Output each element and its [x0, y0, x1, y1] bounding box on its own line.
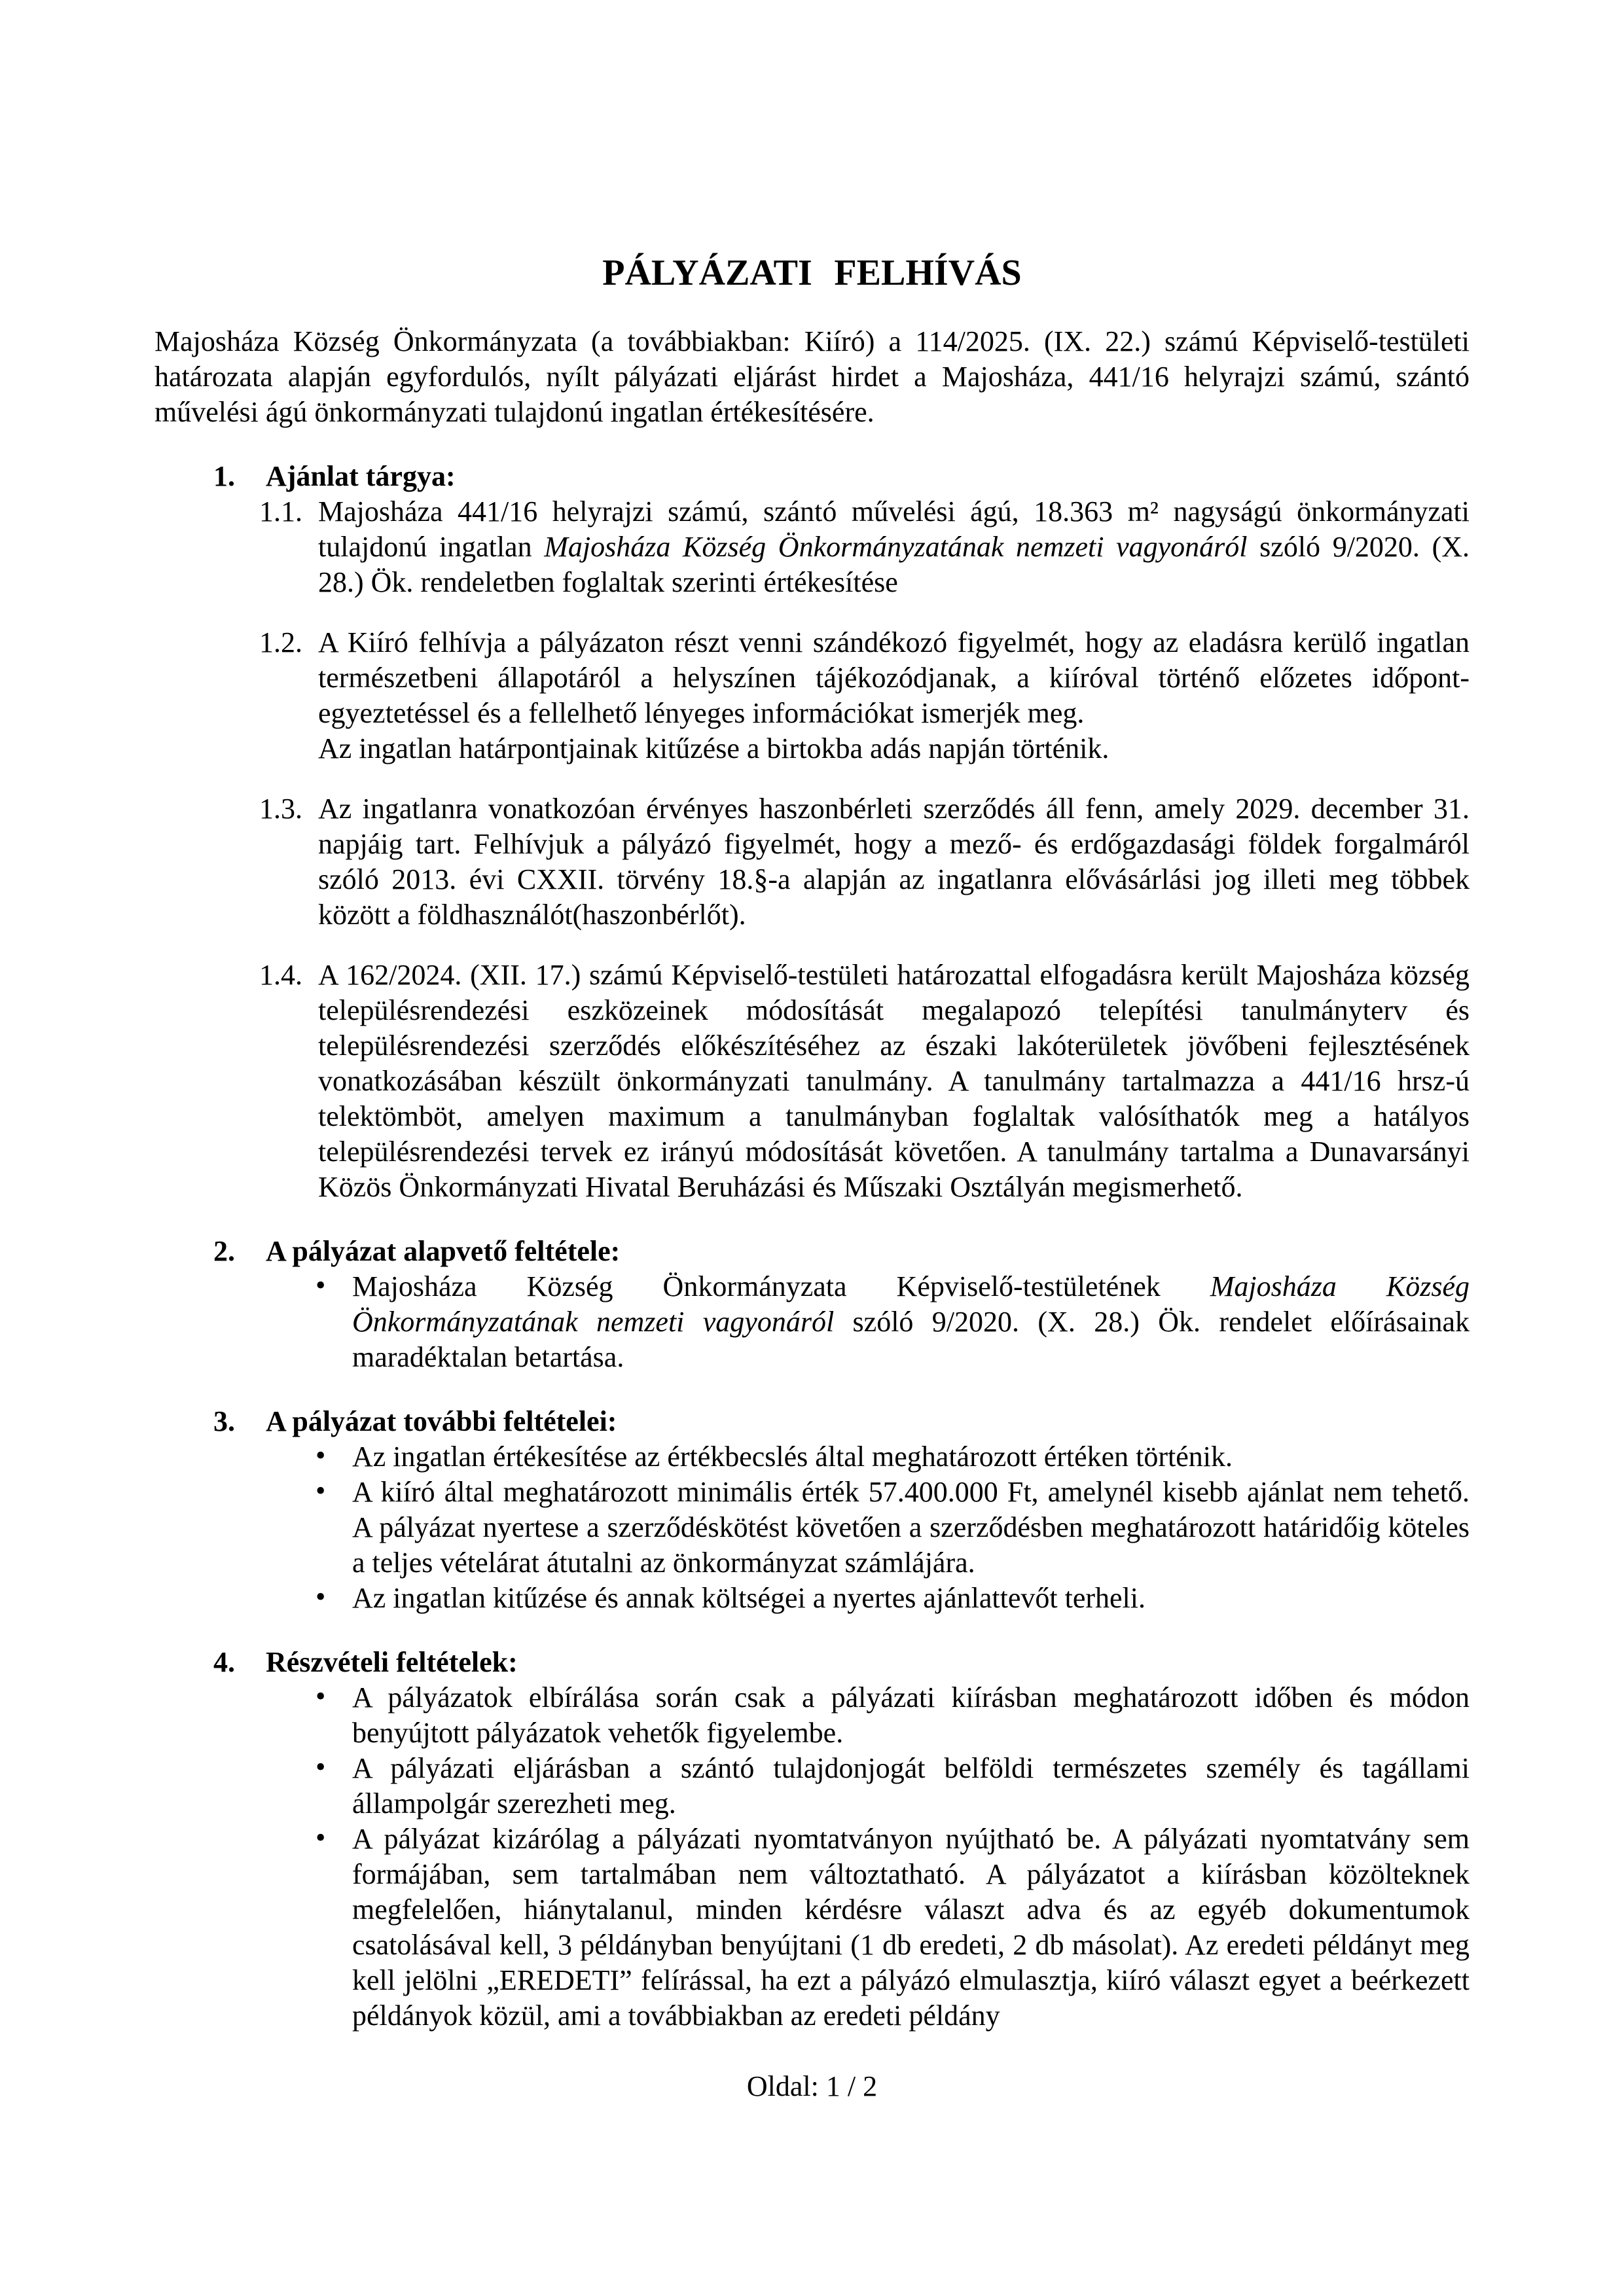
text-run: Az ingatlanra vonatkozóan érvényes haszonbérleti szerződés áll fenn, amely 2029. december 31. napjáig tart. Felhívjuk a pályázó figyelmét, hogy a mező- és erdőgazdasági földek forgalmáról szóló 2013. évi CXXII. törvény 18.§-a alapján az ingatlanra elővásárlási jog illeti meg többek között a földhasználót(haszonbérlőt). — [318, 793, 1470, 931]
text-run: A kiíró által meghatározott minimális érték 57.400.000 Ft, amelynél kisebb ajánlat nem tehető. A pályázat nyertese a szerződéskötést követően a szerződésben meghatározott határidőig köteles a teljes vételárat átutalni az önkormányzat számlájára. — [352, 1476, 1470, 1579]
text-run: A pályázati eljárásban a szántó tulajdonjogát belföldi természetes személy és tagállami állampolgár szerezheti meg. — [352, 1752, 1470, 1820]
section-title: Ajánlat tárgya: — [266, 460, 456, 492]
section-heading — [154, 459, 1470, 494]
bullet-icon: • — [316, 1751, 326, 1783]
bullet-item — [154, 1475, 1470, 1581]
list-item-1-3 — [154, 791, 1470, 933]
section-heading — [154, 1404, 1470, 1439]
bullet-icon: • — [316, 1821, 326, 1854]
text-run: szóló 9/2020. (X. 28.) Ök. rendelet előírásainak maradéktalan betartása. — [352, 1306, 1470, 1373]
list-item-1-1 — [154, 494, 1470, 600]
bullet-item — [154, 1581, 1470, 1616]
section-tovabbi-feltetelei — [154, 1404, 1470, 1616]
bullet-icon: • — [316, 1581, 326, 1613]
text-run: szóló 9/2020. (X. 28.) Ök. rendeletben foglaltak szerinti értékesítése — [318, 531, 1470, 598]
bullet-icon: • — [316, 1475, 326, 1507]
list-item-1-4 — [154, 958, 1470, 1205]
text-line: Az ingatlan határpontjainak kitűzése a birtokba adás napján történik. — [318, 732, 1110, 764]
bullet-item — [154, 1680, 1470, 1751]
section-number: 2. — [213, 1235, 235, 1267]
bullet-icon: • — [316, 1269, 326, 1301]
text-run: Majosháza 441/16 helyrajzi számú, szántó művelési ágú, 18.363 m² nagyságú önkormányzati tulajdonú ingatlan — [318, 495, 1470, 563]
bullet-item — [154, 1439, 1470, 1475]
list-item-1-2 — [154, 625, 1470, 766]
text-run: Az ingatlan kitűzése és annak költségei a nyertes ajánlattevőt terheli. — [352, 1582, 1146, 1614]
section-reszveteli-feltetelek — [154, 1645, 1470, 2034]
item-number: 1.2. — [259, 626, 302, 658]
bullet-icon: • — [316, 1439, 326, 1471]
section-title: A pályázat további feltételei: — [266, 1405, 617, 1437]
section-title: Részvételi feltételek: — [266, 1646, 518, 1678]
text-run: Majosháza Község Önkormányzata Képviselő-testületének — [352, 1270, 1210, 1302]
text-run: A pályázat kizárólag a pályázati nyomtatványon nyújtható be. A pályázati nyomtatvány sem formájában, sem tartalmában nem változtatható. A pályázatot a kiírásban közölteknek megfelelően, hiánytalanul, minden kérdésre választ adva és az egyéb dokumentumok csatolásával kell, 3 példányban benyújtani (1 db eredeti, 2 db másolat). Az eredeti példányt meg kell jelölni „EREDETI” felírással, ha ezt a pályázó elmulasztja, kiíró választ egyet a beérkezett példányok közül, ami a továbbiakban az eredeti példány — [352, 1823, 1470, 2032]
section-number: 1. — [213, 460, 235, 492]
text-run: A 162/2024. (XII. 17.) számú Képviselő-testületi határozattal elfogadásra került Majosháza község településrendezési eszközeinek módosítását megalapozó telepítési tanulmányterv és településrendezési szerződés előkészítéséhez az északi lakóterületek jövőbeni fejlesztésének vonatkozásában készült önkormányzati tanulmány. A tanulmány tartalmazza a 441/16 hrsz-ú telektömböt, amelyen maximum a tanulmányban foglaltak valósíthatók meg a hatályos településrendezési tervek ez irányú módosítását követően. A tanulmány tartalma a Dunavarsányi Közös Önkormányzati Hivatal Beruházási és Műszaki Osztályán megismerhető. — [318, 959, 1470, 1203]
section-heading — [154, 1645, 1470, 1680]
bullet-item — [154, 1821, 1470, 2034]
section-ajanlat-targya — [154, 459, 1470, 1205]
text-run: Az ingatlan értékesítése az értékbecslés által meghatározott értéken történik. — [352, 1441, 1233, 1473]
bullet-icon: • — [316, 1680, 326, 1712]
section-alapveto-feltetele — [154, 1234, 1470, 1375]
section-heading — [154, 1234, 1470, 1269]
text-run: A Kiíró felhívja a pályázaton részt venni szándékozó figyelmét, hogy az eladásra kerülő ingatlan természetbeni állapotáról a helyszínen tájékozódjanak, a kiíróval történő előzetes időpont-egyeztetéssel és a fellelhető lényeges információkat ismerjék meg. — [318, 626, 1470, 729]
page-number: Oldal: 1 / 2 — [746, 2070, 878, 2102]
section-number: 3. — [213, 1405, 235, 1437]
item-number: 1.3. — [259, 793, 302, 825]
bullet-item — [154, 1269, 1470, 1375]
item-number: 1.1. — [259, 495, 302, 528]
intro-paragraph: Majosháza Község Önkormányzata (a továbbiakban: Kiíró) a 114/2025. (IX. 22.) számú Képviselő-testületi határozata alapján egyfordulós, nyílt pályázati eljárást hirdet a Majosháza, 441/16 helyrajzi számú, szántó művelési ágú önkormányzati tulajdonú ingatlan értékesítésére. — [154, 325, 1470, 428]
text-run: A pályázatok elbírálása során csak a pályázati kiírásban meghatározott időben és módon benyújtott pályázatok vehetők figyelembe. — [352, 1681, 1470, 1749]
section-number: 4. — [213, 1646, 235, 1678]
page-title: PÁLYÁZATI FELHÍVÁS — [602, 253, 1022, 293]
section-title: A pályázat alapvető feltétele: — [266, 1235, 621, 1267]
text-run-italic: Majosháza Község Önkormányzatának nemzeti vagyonáról — [544, 531, 1248, 563]
text-run-italic: Majosháza Község Önkormányzatának nemzeti vagyonáról — [352, 1270, 1470, 1338]
item-number: 1.4. — [259, 959, 302, 991]
bullet-item — [154, 1751, 1470, 1821]
